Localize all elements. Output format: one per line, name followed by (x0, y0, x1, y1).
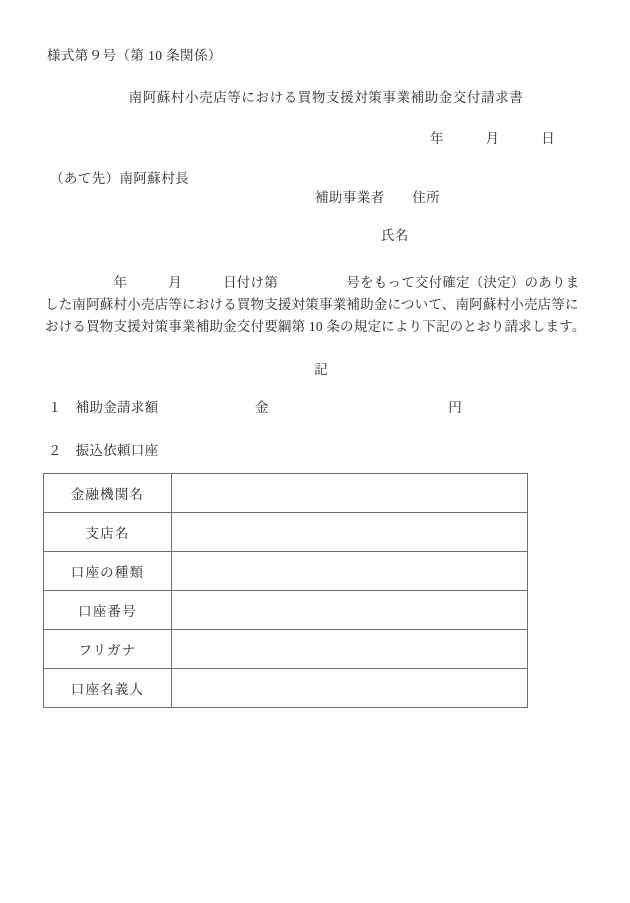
table-row (44, 591, 528, 630)
row-label-branch-name: 支店名 (44, 513, 172, 552)
bank-account-table (43, 473, 528, 708)
row-value-financial-institution[interactable] (172, 474, 528, 513)
ki-mark: 記 (314, 362, 328, 377)
addressee-line: （あて先）南阿蘇村長 (50, 171, 189, 186)
table-row (44, 513, 528, 552)
row-label-account-type: 口座の種類 (44, 552, 172, 591)
row-label-account-number: 口座番号 (44, 591, 172, 630)
row-value-account-type[interactable] (172, 552, 528, 591)
page-title: 南阿蘇村小売店等における買物支援対策事業補助金交付請求書 (128, 90, 524, 105)
table-row (44, 669, 528, 708)
table-row (44, 630, 528, 669)
applicant-name-line: 氏名 (381, 228, 409, 243)
row-label-furigana: フリガナ (44, 630, 172, 669)
row-value-account-holder[interactable] (172, 669, 528, 708)
table-row (44, 474, 528, 513)
form-number: 様式第９号（第 10 条関係） (47, 48, 222, 63)
row-value-furigana[interactable] (172, 630, 528, 669)
date-line: 年 月 日 (430, 131, 556, 146)
row-value-account-number[interactable] (172, 591, 528, 630)
item-subsidy-claim-amount: １ 補助金請求額 金 円 (48, 400, 462, 415)
bank-account-table-body (44, 474, 528, 708)
row-label-account-holder: 口座名義人 (44, 669, 172, 708)
item-transfer-account-heading: ２ 振込依頼口座 (48, 443, 159, 458)
applicant-address-line: 補助事業者 住所 (315, 190, 441, 205)
table-row (44, 552, 528, 591)
row-value-branch-name[interactable] (172, 513, 528, 552)
body-paragraph: 年 月 日付け第 号をもって交付確定（決定）のありました南阿蘇村小売店等における買物支援対策事業補助金について、南阿蘇村小売店等における買物支援対策事業補助金交付要綱第 10 条の規定により下記のとおり請求します。 (45, 275, 586, 334)
row-label-financial-institution: 金融機関名 (44, 474, 172, 513)
